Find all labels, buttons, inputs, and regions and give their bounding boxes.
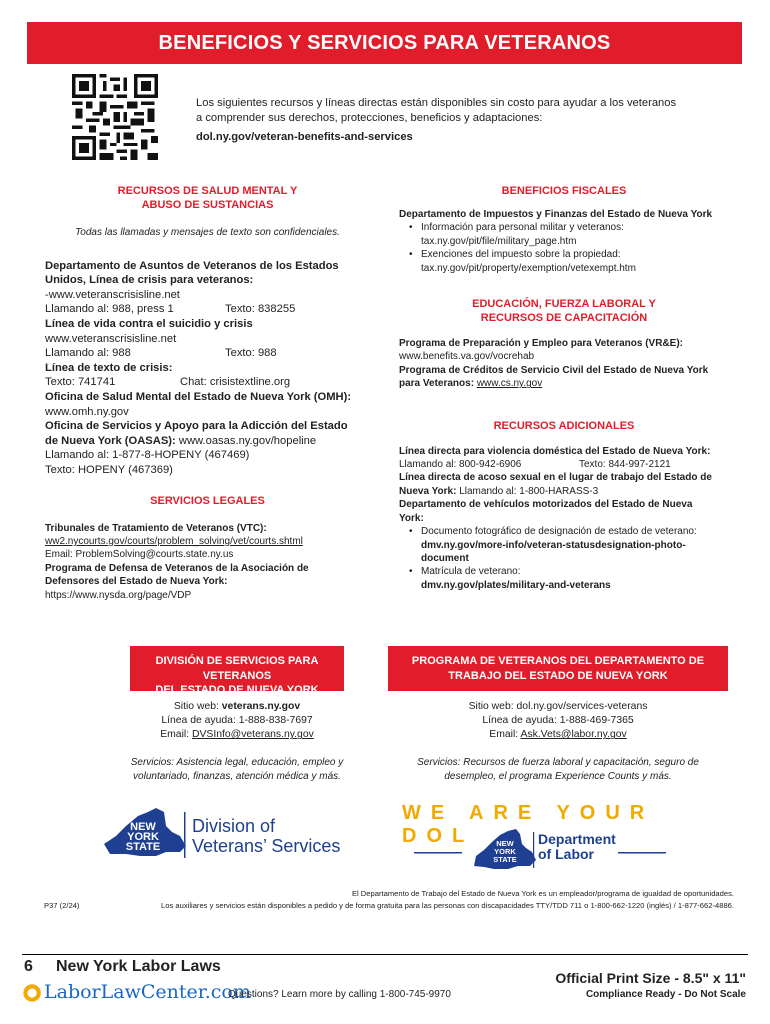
crisis-textline-contact — [45, 375, 370, 390]
dv-call[interactable]: Llamando al: 800-942-6906 — [399, 459, 522, 471]
dvs-email-line — [62, 728, 412, 742]
harass-label: Nueva York: — [399, 485, 457, 497]
title-line: DEL ESTADO DE NUEVA YORK — [155, 684, 319, 696]
dmv-photo-link[interactable]: document — [421, 552, 469, 564]
dol-services — [388, 756, 728, 784]
cs-label: para Veteranos: — [399, 378, 475, 390]
eo-statement: El Departamento de Trabajo del Estado de Nueva York es un empleador/programa de igualdad de oportunidades. — [351, 889, 734, 898]
tax-military-link[interactable]: tax.ny.gov/pit/file/military_page.htm — [421, 235, 577, 247]
services-line: desempleo, el programa Experience Counts y más. — [444, 771, 672, 782]
logo-line: of Labor — [538, 846, 594, 862]
intro-line: a comprender sus derechos, protecciones, beneficios y adaptaciones: — [196, 112, 543, 124]
tax-list — [399, 221, 729, 275]
tax-property-link[interactable]: tax.ny.gov/pit/property/exemption/vetexempt.htm — [421, 262, 636, 274]
footer-divider — [22, 954, 748, 955]
textline-chat[interactable]: Chat: crisistextline.org — [180, 376, 291, 389]
defense-link[interactable]: https://www.nysda.org/page/VDP — [45, 589, 192, 601]
ny-state-word: YORK — [127, 831, 159, 843]
mental-health-title — [45, 184, 370, 212]
dol-email-line — [388, 728, 728, 742]
ny-state-word: YORK — [494, 847, 516, 856]
dmv-title: York: — [399, 512, 424, 524]
ny-state-word: NEW — [496, 839, 514, 848]
list-item — [407, 525, 729, 565]
tax-title: BENEFICIOS FISCALES — [501, 185, 627, 197]
left-column — [45, 184, 370, 602]
dol-email-link[interactable]: Ask.Vets@labor.ny.gov — [520, 729, 627, 741]
title-line: EDUCACIÓN, FUERZA LABORAL Y — [472, 298, 656, 311]
print-size: Official Print Size - 8.5" x 11" — [555, 970, 746, 986]
dvs-site-link[interactable]: veterans.ny.gov — [221, 701, 301, 712]
va-crisis-contact — [45, 302, 370, 317]
omh-title: Oficina de Salud Mental del Estado de Nueva York (OMH): — [45, 390, 352, 403]
legal-section — [45, 522, 370, 602]
ny-state-word: STATE — [125, 841, 161, 853]
services-line: Servicios: Recursos de fuerza laboral y capacitación, seguro de — [417, 757, 699, 768]
harassment-title: Línea directa de acoso sexual en el lugar de trabajo del Estado de — [399, 472, 712, 484]
title-line: PROGRAMA DE VETERANOS DEL DEPARTAMENTO DE — [411, 655, 705, 667]
benefits-link[interactable]: dol.ny.gov/veteran-benefits-and-services — [196, 131, 413, 143]
item-text: • Exenciones del impuesto sobre la propiedad: — [421, 249, 621, 261]
logo-line: Department — [538, 831, 616, 847]
oasas-line — [45, 434, 370, 449]
dol-logo-text — [538, 832, 616, 862]
dvs-logo-text — [192, 816, 340, 856]
vtc-title: Tribunales de Tratamiento de Veteranos (VTC): — [45, 522, 267, 534]
dol-help[interactable]: Línea de ayuda: 1-888-469-7365 — [482, 715, 634, 727]
confidential-note: Todas las llamadas y mensajes de texto son confidenciales. — [75, 227, 340, 238]
laborlawcenter-logo-icon — [22, 982, 44, 1004]
item-text: • Matrícula de veterano: — [421, 566, 521, 578]
dol-box-title — [388, 646, 728, 691]
email-label: Email: — [160, 729, 192, 741]
va-crisis-title: Unidos, Línea de crisis para veteranos: — [45, 274, 254, 287]
title-line: RECURSOS DE CAPACITACIÓN — [480, 312, 648, 325]
vtc-email[interactable]: Email: ProblemSolving@courts.state.ny.us — [45, 549, 234, 561]
suicide-text[interactable]: Texto: 988 — [225, 347, 277, 360]
right-column — [399, 184, 729, 592]
ny-state-word: NEW — [130, 821, 156, 833]
services-line: voluntariado, finanzas, atención médica y más. — [133, 771, 341, 782]
dvs-site-line — [62, 700, 412, 714]
harass-call[interactable]: Llamando al: 1-800-HARASS-3 — [456, 485, 599, 497]
footer-question: Questions? Learn more by calling 1-800-745-9970 — [228, 989, 451, 1000]
page-number: 6 — [24, 958, 33, 975]
dmv-plates-link[interactable]: dmv.ny.gov/plates/military-and-veterans — [421, 579, 611, 591]
title-line: RECURSOS DE SALUD MENTAL Y — [117, 185, 298, 197]
va-text[interactable]: Texto: 838255 — [225, 303, 296, 316]
page-banner: BENEFICIOS Y SERVICIOS PARA VETERANOS — [27, 22, 742, 64]
harassment-line — [399, 485, 729, 498]
services-line: Servicios: Asistencia legal, educación, empleo y — [130, 757, 344, 768]
dv-title: Línea directa para violencia doméstica del Estado de Nueva York: — [399, 445, 711, 457]
oasas-title: Oficina de Servicios y Apoyo para la Adicción del Estado — [45, 420, 348, 433]
vre-title: Programa de Preparación y Empleo para Veteranos (VR&E): — [399, 338, 683, 350]
intro-text — [196, 96, 736, 145]
defense-title: Programa de Defensa de Veteranos de la Asociación de — [45, 562, 309, 574]
suicide-lifeline-title: Línea de vida contra el suicidio y crisis — [45, 317, 253, 330]
intro-line: Los siguientes recursos y líneas directas están disponibles sin costo para ayudar a los veteranos — [196, 97, 677, 109]
dvs-email-link[interactable]: DVSInfo@veterans.ny.gov — [191, 729, 314, 741]
civil-service-line — [399, 377, 729, 390]
item-text: • Documento fotográfico de designación de estado de veterano: — [421, 526, 697, 538]
suicide-call[interactable]: Llamando al: 988 — [45, 347, 131, 360]
qr-code-icon[interactable] — [72, 74, 158, 160]
education-title — [399, 297, 729, 325]
logo-line: Veterans’ Services — [192, 836, 341, 856]
va-call[interactable]: Llamando al: 988, press 1 — [45, 303, 174, 316]
dvs-services — [62, 756, 412, 784]
dv-text[interactable]: Texto: 844-997-2121 — [579, 459, 671, 471]
tax-dept: Departamento de Impuestos y Finanzas del Estado de Nueva York — [399, 209, 713, 220]
vre-link[interactable]: www.benefits.va.gov/vocrehab — [399, 351, 535, 363]
crisis-textline-title: Línea de texto de crisis: — [45, 361, 173, 374]
dol-contact — [388, 700, 728, 743]
va-crisis-title: Departamento de Asuntos de Veteranos de los Estados — [45, 259, 339, 272]
dmv-title: Departamento de vehículos motorizados del Estado de Nueva — [399, 499, 693, 511]
oasas-call[interactable]: Llamando al: 1-877-8-HOPENY (467469) — [45, 449, 250, 462]
ny-state-word: STATE — [493, 855, 517, 864]
civil-service-title: Programa de Créditos de Servicio Civil del Estado de Nueva York — [399, 364, 709, 376]
textline-text[interactable]: Texto: 741741 — [45, 376, 116, 389]
legal-title: SERVICIOS LEGALES — [150, 494, 265, 507]
dol-site[interactable]: Sitio web: dol.ny.gov/services-veterans — [468, 701, 648, 712]
list-item — [407, 248, 729, 275]
suicide-lifeline-contact — [45, 346, 370, 361]
cs-link[interactable]: www.cs.ny.gov — [476, 378, 543, 390]
list-item — [407, 565, 729, 592]
form-code: P37 (2/24) — [44, 901, 80, 910]
email-label: Email: — [489, 729, 521, 741]
footer-title: New York Labor Laws — [56, 958, 221, 975]
title-line: TRABAJO DEL ESTADO DE NUEVA YORK — [448, 669, 668, 682]
dvs-box-title — [130, 646, 344, 696]
title-line: DIVISIÓN DE SERVICIOS PARA VETERANOS — [155, 655, 319, 682]
defense-title: Defensores del Estado de Nueva York: — [45, 576, 228, 588]
vtc-link[interactable]: ww2.nycourts.gov/courts/problem_solving/vet/courts.shtml — [45, 535, 303, 547]
list-item — [407, 221, 729, 248]
oasas-label: de Nueva York (OASAS): — [45, 434, 176, 447]
dol-slogan: WE ARE YOUR DOL — [402, 802, 655, 847]
va-crisis-web[interactable]: -www.veteranscrisisline.net — [45, 288, 180, 301]
dvs-contact — [62, 700, 412, 743]
omh-web[interactable]: www.omh.ny.gov — [45, 405, 129, 418]
brand-name[interactable]: LaborLawCenter.com — [44, 981, 251, 1003]
item-text: • Información para personal militar y veteranos: — [421, 222, 624, 234]
logo-line: Division of — [192, 816, 276, 836]
additional-title: RECURSOS ADICIONALES — [493, 419, 635, 432]
dv-contact — [399, 458, 729, 471]
oasas-web[interactable]: www.oasas.ny.gov/hopeline — [175, 434, 317, 447]
accessibility-statement: Los auxiliares y servicios están disponibles a pedido y de forma gratuita para las personas con discapacidades TTY/TDD 711 o 1-800-662-1220 (inglés) / 1-877-662-4886. — [161, 901, 734, 910]
title-line: ABUSO DE SUSTANCIAS — [141, 199, 274, 211]
compliance-note: Compliance Ready - Do Not Scale — [585, 989, 746, 1000]
suicide-lifeline-web[interactable]: www.veteranscrisisline.net — [45, 332, 177, 345]
dmv-list — [399, 525, 729, 592]
dvs-help[interactable]: Línea de ayuda: 1-888-838-7697 — [161, 715, 313, 727]
dmv-photo-link[interactable]: dmv.ny.gov/more-info/veteran-statusdesignation-photo- — [421, 539, 686, 551]
oasas-text[interactable]: Texto: HOPENY (467369) — [45, 463, 173, 476]
site-label: Sitio web: — [173, 701, 222, 712]
